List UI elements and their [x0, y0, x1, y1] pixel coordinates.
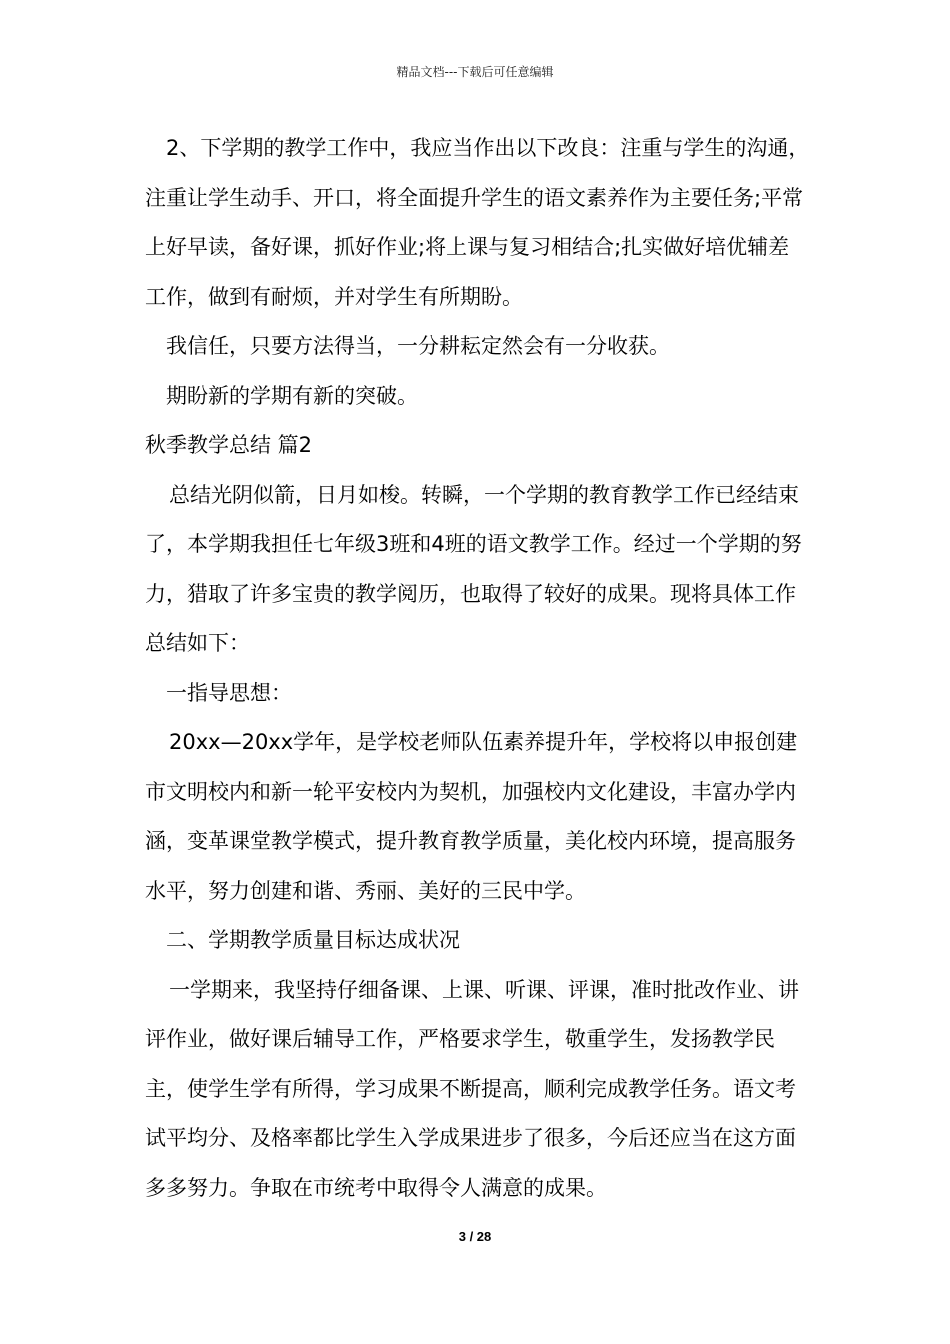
- paragraph-belief: 我信任，只要方法得当，一分耕耘定然会有一分收获。: [166, 334, 670, 358]
- paragraph-teaching-work: 一学期来，我坚持仔细备课、上课、听课、评课，准时批改作业、讲评作业，做好课后辅导工作，严格要求学生，敬重学生，发扬教学民主，使学生学有所得，学习成果不断提高，顺利完成教学任务。语文考试平均分、及格率都比学生入学成果进步了很多，今后还应当在这方面多多努力。争取在市统考中取得令人满意的成果。: [145, 977, 799, 1200]
- paragraph-school-year: 20xx—20xx学年，是学校老师队伍素养提升年，学校将以申报创建市文明校内和新一轮平安校内为契机，加强校内文化建设，丰富办学内涵，变革课堂教学模式，提升教育教学质量，美化校内环境，提高服务水平，努力创建和谐、秀丽、美好的三民中学。: [145, 730, 798, 903]
- heading-guiding-thought: 一指导思想：: [166, 680, 292, 705]
- paragraph-improvements: 2、下学期的教学工作中，我应当作出以下改良：注重与学生的沟通，注重让学生动手、开口，将全面提升学生的语文素养作为主要任务;平常上好早读，备好课，抓好作业;将上课与复习相结合;扎实做好培优辅差工作，做到有耐烦，并对学生有所期盼。: [145, 136, 810, 309]
- page-indicator: 3 / 28: [458, 1229, 492, 1244]
- page-header: 精品文档---下载后可任意编辑: [396, 65, 554, 79]
- document-body: [145, 124, 810, 1213]
- heading-quality-goals: 二、学期教学质量目标达成状况: [166, 928, 460, 952]
- paragraph-summary-intro: 总结光阴似箭，日月如梭。转瞬，一个学期的教育教学工作已经结束了，本学期我担任七年级3班和4班的语文教学工作。经过一个学期的努力，猎取了许多宝贵的教学阅历，也取得了较好的成果。现将具体工作总结如下：: [145, 482, 802, 655]
- paragraph-expectation: 期盼新的学期有新的突破。: [166, 383, 418, 408]
- section-title: 秋季教学总结 篇2: [145, 433, 313, 457]
